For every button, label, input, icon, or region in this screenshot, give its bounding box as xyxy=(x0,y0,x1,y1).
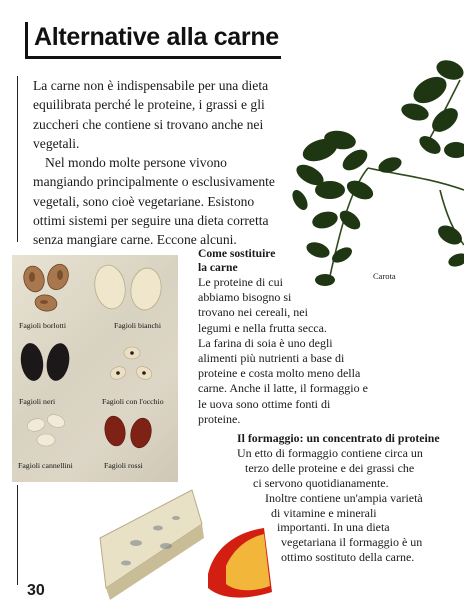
text-line: di vitamine e minerali xyxy=(271,505,377,520)
text-line: ottimo sostituto della carne. xyxy=(281,550,415,565)
text-line: le uova sono ottime fonti di xyxy=(198,396,331,411)
illustration-caption: Carota xyxy=(373,271,396,281)
heading-line: Come sostituire xyxy=(198,247,276,260)
bean-label-rossi: Fagioli rossi xyxy=(104,461,143,470)
intro-paragraph-2: Nel mondo molte persone vivono mangiando principalmente o esclusivamente vegetali, sono cioè vegetariane. Esistono ottimi sistemi per seguire una dieta corretta senza mangiare carne. Eccone alcuni. xyxy=(33,155,275,248)
text-line: alimenti più nutrienti a base di xyxy=(198,351,345,366)
intro-text xyxy=(33,76,278,250)
text-line: vegetariana il formaggio è un xyxy=(281,535,423,550)
text-line: proteine e costa molto meno della xyxy=(198,366,361,381)
text-line: abbiamo bisogno si xyxy=(198,290,292,305)
heading-line: la carne xyxy=(198,261,238,274)
intro-paragraph-1: La carne non è indispensabile per una dieta equilibrata perché le proteine, i grassi e gli zuccheri che contiene si trovano anche nei vegetali. xyxy=(33,78,269,151)
bean-label-cannellini: Fagioli cannellini xyxy=(18,461,73,470)
beans-illustration xyxy=(12,255,178,482)
section-heading: Il formaggio: un concentrato di proteine xyxy=(237,431,440,445)
text-line: terzo delle proteine e dei grassi che xyxy=(245,460,415,475)
bean-label-bianchi: Fagioli bianchi xyxy=(114,321,161,330)
section-heading xyxy=(198,247,368,275)
bean-label-borlotti: Fagioli borlotti xyxy=(19,321,66,330)
bean-label-neri: Fagioli neri xyxy=(19,397,56,406)
margin-rule-top xyxy=(17,76,18,242)
text-line: Le proteine di cui xyxy=(198,275,283,289)
page-number: 30 xyxy=(27,582,45,599)
text-line: importanti. In una dieta xyxy=(277,520,390,535)
text-line: legumi e nella frutta secca. xyxy=(198,320,327,335)
text-line: ci servono quotidianamente. xyxy=(253,475,389,490)
text-line: proteine. xyxy=(198,411,241,426)
text-line: carne. Anche il latte, il formaggio e xyxy=(198,381,368,396)
cheese-illustration xyxy=(96,488,276,607)
section-meat-substitution xyxy=(198,247,368,427)
bean-label-occhio: Fagioli con l'occhio xyxy=(102,397,164,406)
title-accent-rule xyxy=(25,22,28,58)
margin-rule-bottom xyxy=(17,485,18,585)
section-body xyxy=(198,275,368,427)
text-line: trovano nei cereali, nei xyxy=(198,305,308,320)
text-line: La farina di soia è uno degli xyxy=(198,335,333,350)
text-line: Inoltre contiene un'ampia varietà xyxy=(265,490,423,505)
text-line: Un etto di formaggio contiene circa un xyxy=(237,445,423,460)
beans-photo xyxy=(12,255,178,482)
title-underline xyxy=(25,56,281,59)
page-title: Alternative alla carne xyxy=(34,23,279,51)
